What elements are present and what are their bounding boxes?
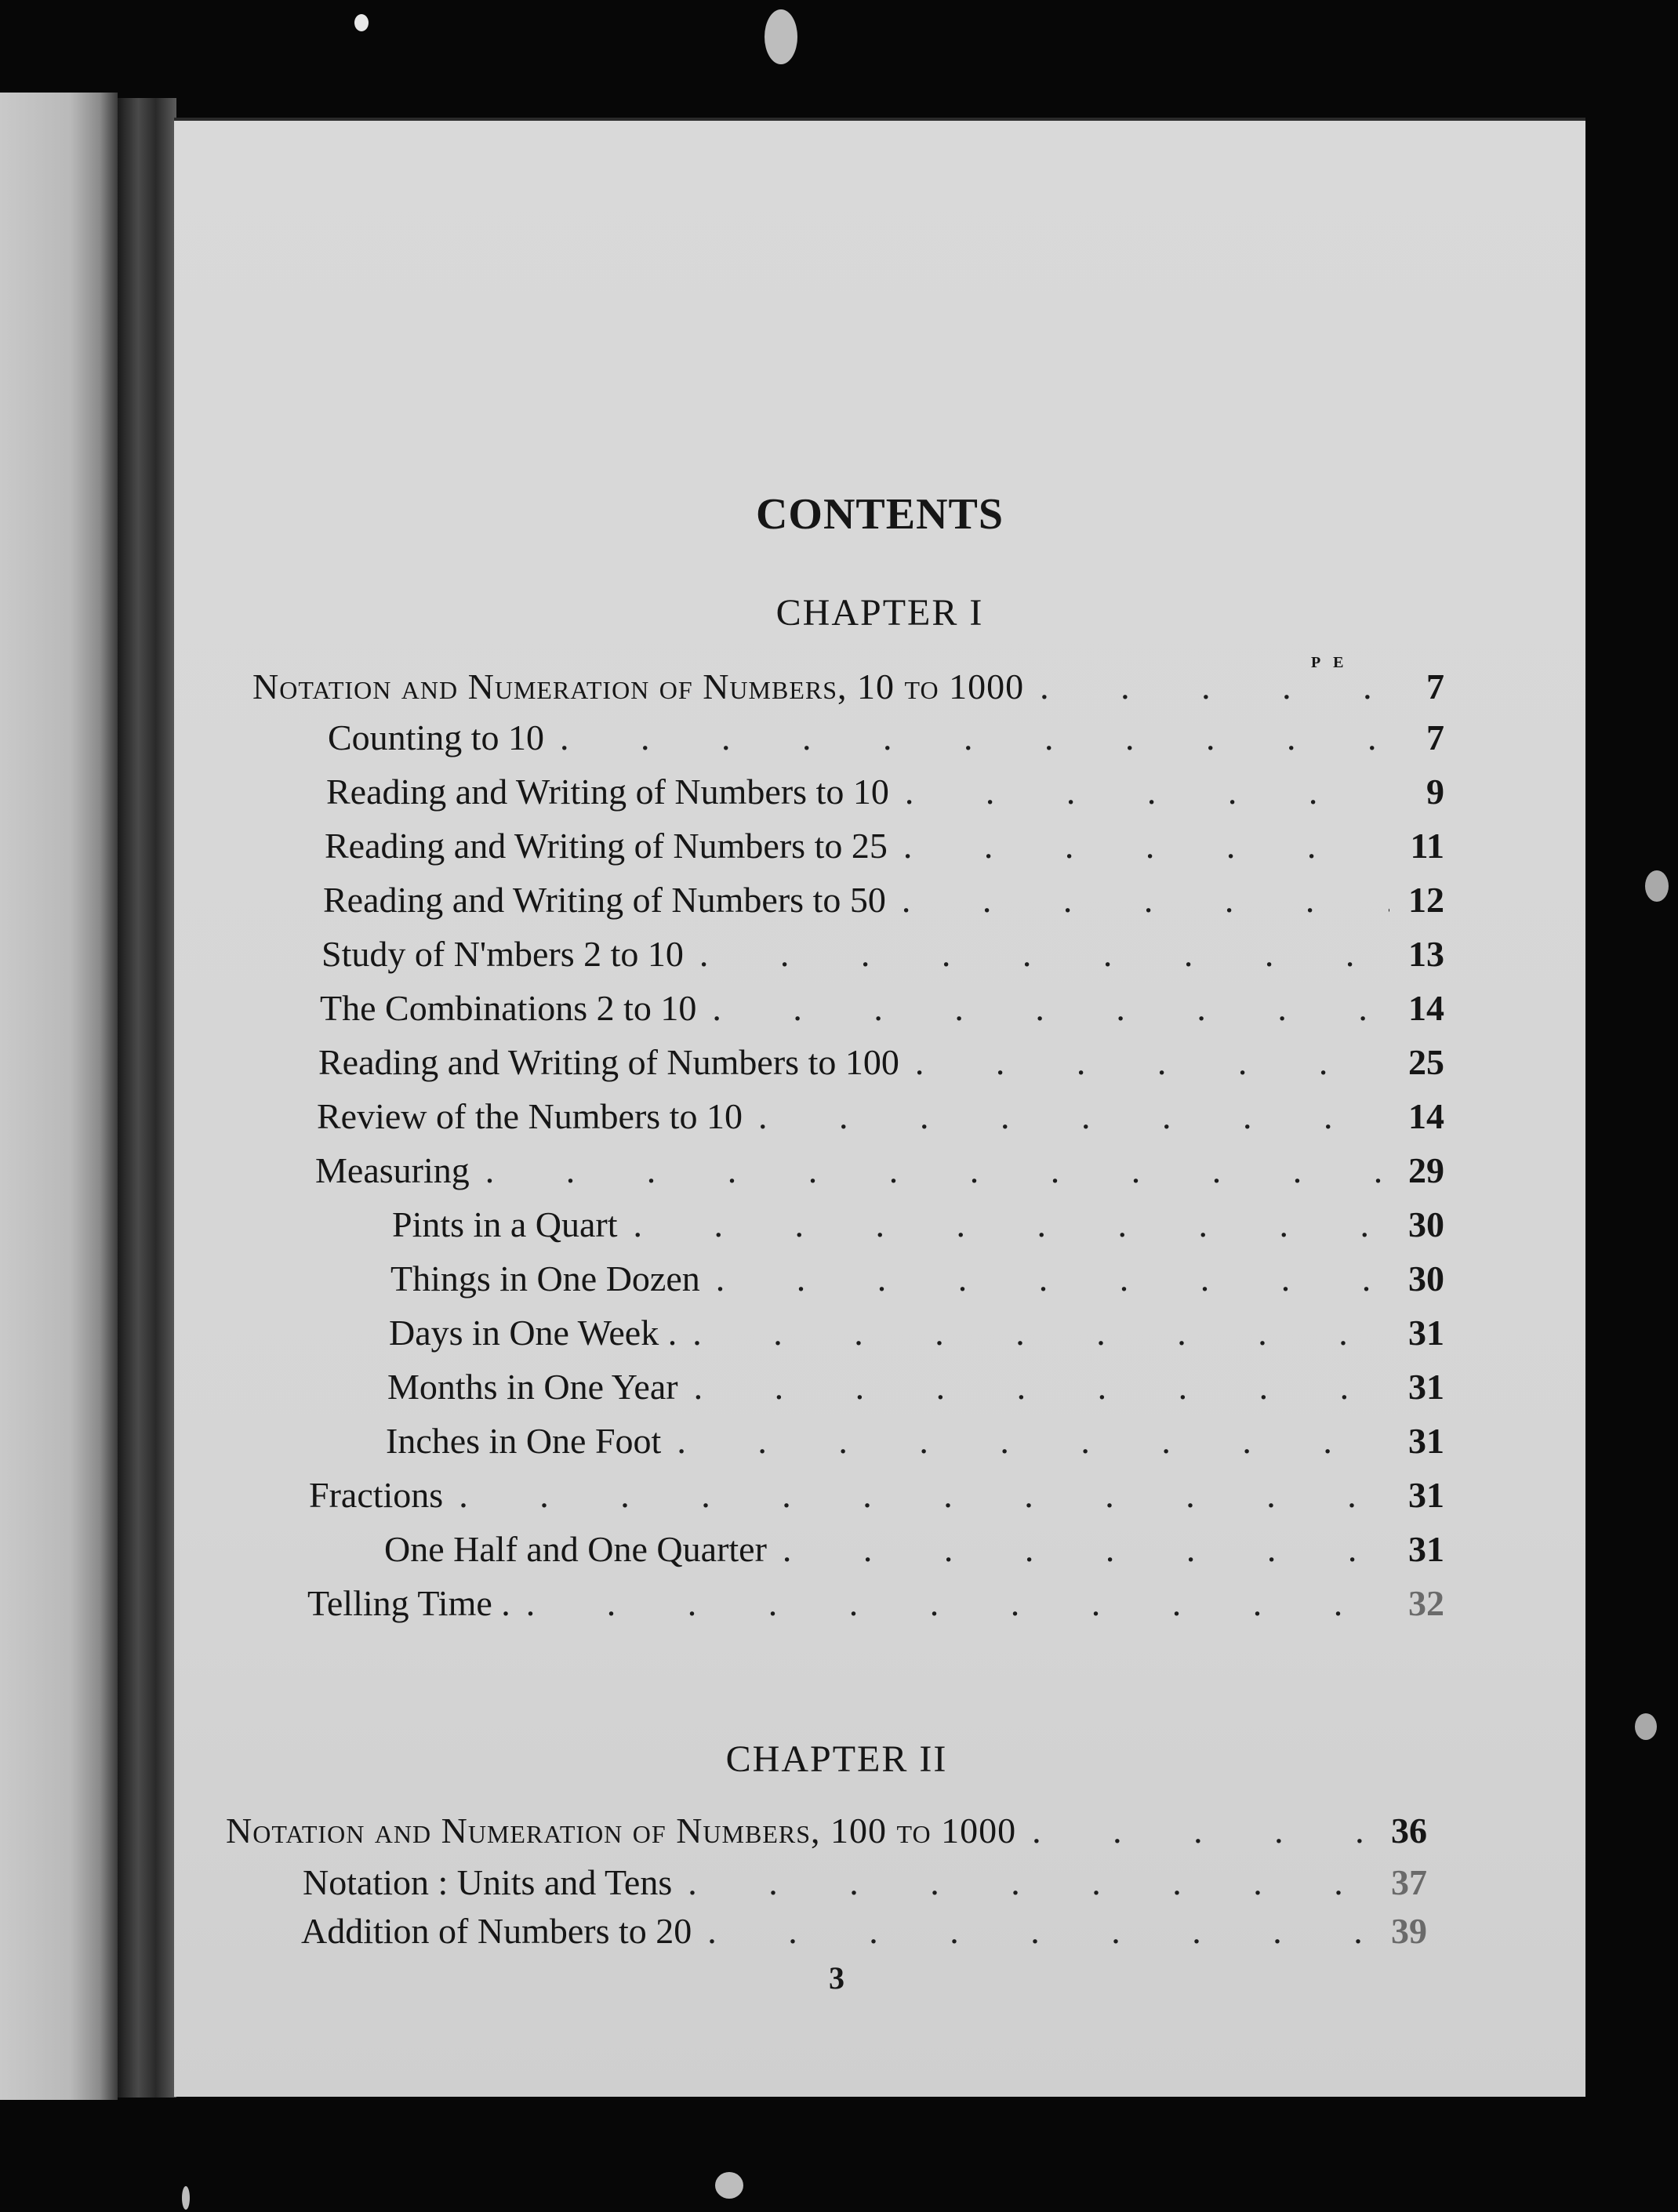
scan-speck: [182, 2186, 190, 2210]
toc-entry[interactable]: [326, 771, 1444, 823]
toc-entry-label: Notation : Units and Tens: [303, 1862, 673, 1902]
toc-entry-label: Counting to 10: [328, 717, 545, 757]
dot-leader: [544, 717, 1389, 758]
toc-page-number: 7: [1426, 717, 1444, 757]
toc-page-number: 31: [1408, 1367, 1444, 1407]
dot-leader: [684, 933, 1389, 975]
dot-leader: [1016, 1810, 1372, 1851]
toc-entry-label: Reading and Writing of Numbers to 50: [323, 880, 886, 920]
toc-page-number: 25: [1408, 1042, 1444, 1082]
toc-entry-label: Things in One Dozen: [390, 1259, 700, 1299]
toc-entry[interactable]: [318, 1041, 1444, 1093]
toc-page-number: 39: [1391, 1911, 1427, 1951]
toc-entry[interactable]: [325, 825, 1444, 877]
toc-entry-label: Days in One Week .: [389, 1313, 677, 1353]
scan-speck: [354, 14, 369, 31]
dot-leader: [692, 1910, 1372, 1952]
dot-leader: [677, 1312, 1389, 1353]
page-column-label: P E: [1311, 654, 1349, 671]
dot-leader: [743, 1095, 1389, 1137]
toc-entry[interactable]: [317, 1095, 1444, 1147]
toc-entry-label: Inches in One Foot: [386, 1421, 662, 1461]
toc-page-number: 32: [1408, 1583, 1444, 1623]
toc-page-number: 31: [1408, 1475, 1444, 1515]
dot-leader: [899, 1041, 1389, 1083]
toc-page-number: 14: [1408, 1096, 1444, 1136]
chapter-1-heading: CHAPTER I: [775, 592, 984, 634]
toc-entry[interactable]: [323, 879, 1444, 931]
toc-entry-label: Notation and Numeration of Numbers, 10 to 1000: [252, 667, 1025, 706]
facing-page-edge: [0, 93, 118, 2100]
dot-leader: [696, 987, 1389, 1029]
scan-speck: [1635, 1713, 1657, 1740]
toc-entry[interactable]: [303, 1861, 1427, 1913]
toc-entry[interactable]: [321, 933, 1444, 985]
page-folio-number: 3: [829, 1960, 844, 1996]
contents-page: [174, 118, 1585, 2097]
toc-entry[interactable]: [386, 1420, 1444, 1472]
dot-leader: [1024, 666, 1389, 707]
toc-page-number: 9: [1426, 772, 1444, 812]
dot-leader: [767, 1528, 1389, 1570]
toc-entry[interactable]: [328, 717, 1444, 768]
dot-leader: [678, 1366, 1389, 1407]
toc-entry-label: Study of N'mbers 2 to 10: [321, 934, 684, 974]
toc-entry-label: Notation and Numeration of Numbers, 100 to 1000: [226, 1811, 1017, 1851]
toc-entry[interactable]: [315, 1150, 1444, 1201]
toc-page-number: 14: [1408, 988, 1444, 1028]
dot-leader: [470, 1150, 1389, 1191]
toc-entry[interactable]: [389, 1312, 1444, 1364]
toc-page-number: 31: [1408, 1313, 1444, 1353]
toc-page-number: 30: [1408, 1204, 1444, 1244]
toc-page-number: 37: [1391, 1862, 1427, 1902]
dot-leader: [700, 1258, 1389, 1299]
toc-entry[interactable]: [390, 1258, 1444, 1309]
dot-leader: [443, 1474, 1389, 1516]
dot-leader: [672, 1861, 1372, 1903]
toc-entry-label: One Half and One Quarter: [384, 1529, 767, 1569]
toc-entry-label: Review of the Numbers to 10: [317, 1096, 743, 1136]
toc-entry[interactable]: [301, 1910, 1427, 1962]
toc-page-number: 31: [1408, 1529, 1444, 1569]
toc-entry[interactable]: [384, 1528, 1444, 1580]
toc-page-number: 31: [1408, 1421, 1444, 1461]
toc-entry[interactable]: [392, 1204, 1444, 1255]
dot-leader: [661, 1420, 1389, 1462]
book-spine: [118, 98, 176, 2098]
toc-page-number: 7: [1426, 667, 1444, 706]
toc-page-number: 29: [1408, 1150, 1444, 1190]
toc-page-number: 36: [1391, 1811, 1427, 1851]
toc-entry[interactable]: [387, 1366, 1444, 1418]
toc-entry[interactable]: [307, 1582, 1444, 1634]
toc-page-number: 11: [1410, 826, 1444, 866]
dot-leader: [617, 1204, 1389, 1245]
chapter-2-heading: CHAPTER II: [725, 1738, 948, 1780]
toc-entry-label: Fractions: [309, 1475, 444, 1515]
toc-main-entry[interactable]: [226, 1810, 1427, 1861]
dot-leader: [510, 1582, 1389, 1624]
toc-entry-label: Reading and Writing of Numbers to 25: [325, 826, 888, 866]
toc-entry-label: Reading and Writing of Numbers to 100: [318, 1042, 899, 1082]
toc-page-number: 13: [1408, 934, 1444, 974]
toc-main-entry[interactable]: [252, 666, 1444, 717]
page-title: CONTENTS: [755, 490, 1004, 539]
toc-entry-label: The Combinations 2 to 10: [320, 988, 697, 1028]
toc-entry[interactable]: [320, 987, 1444, 1039]
toc-entry-label: Months in One Year: [387, 1367, 678, 1407]
toc-entry-label: Pints in a Quart: [392, 1204, 618, 1244]
scan-speck: [715, 2172, 743, 2199]
toc-entry-label: Reading and Writing of Numbers to 10: [326, 772, 889, 812]
toc-entry-label: Telling Time .: [307, 1583, 510, 1623]
toc-page-number: 12: [1408, 880, 1444, 920]
scan-speck: [1645, 870, 1669, 902]
dot-leader: [889, 771, 1389, 812]
toc-entry-label: Measuring: [315, 1150, 470, 1190]
dot-leader: [886, 879, 1389, 921]
toc-entry-label: Addition of Numbers to 20: [301, 1911, 692, 1951]
toc-page-number: 30: [1408, 1259, 1444, 1299]
dot-leader: [888, 825, 1389, 866]
scan-speck: [765, 9, 797, 64]
toc-entry[interactable]: [309, 1474, 1444, 1526]
